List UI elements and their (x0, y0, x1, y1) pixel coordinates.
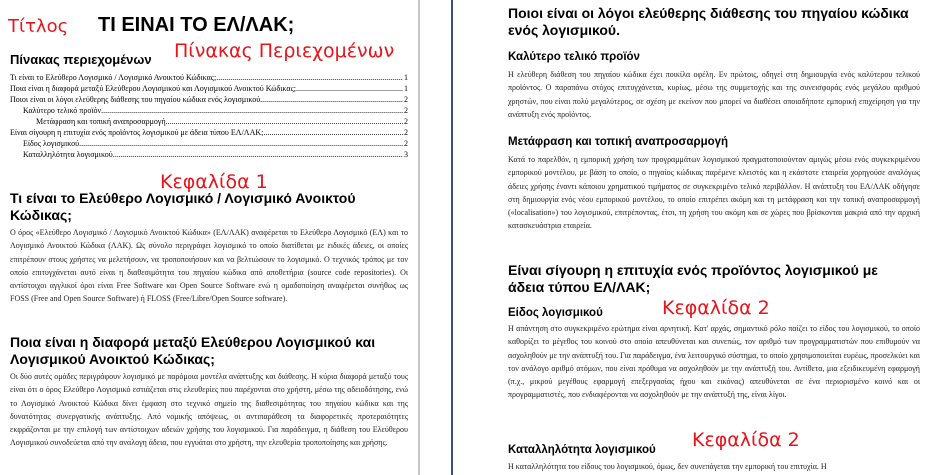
toc-entry[interactable] (10, 149, 408, 160)
toc-entry[interactable] (10, 83, 408, 94)
toc-entry-text: Ποια είναι η διαφορά μεταξύ Ελεύθερου Λογισμικού και Λογισμικού Ανοικτού Κώδικας; (10, 84, 296, 93)
toc-entry-text: Ποιοι είναι οι λόγοι ελεύθερης διάθεσης του πηγαίου κώδικα ενός λογισμικού. (10, 95, 263, 104)
toc-entry[interactable] (10, 72, 408, 83)
toc-entry-text: Μετάφραση και τοπική αναπροσαρμογή (36, 117, 166, 126)
toc-page-number: 2 (404, 117, 408, 126)
subsection-better-product-title: Καλύτερο τελικό προϊόν (508, 51, 640, 63)
subsection-suitability-title: Καταλληλότητα λογισμικού (508, 444, 656, 456)
toc-entry-text: Είδος λογισμικού (23, 139, 80, 148)
page-divider (451, 0, 453, 475)
toc-entry[interactable] (10, 138, 408, 149)
toc-leader-dots (101, 105, 403, 116)
toc-leader-dots (263, 127, 403, 138)
subsection-software-type-title: Είδος λογισμικού (508, 307, 603, 319)
subsection-translation-text: Κατά το παρελθόν, η εμπορική χρήση των προγραμμάτων λογισμικού πραγματοποιούνταν αμιγώς μέσω ενός συγκεκριμένου εμπορικού μοντέλου, με βάση το οποίο, ο πηγαίος κώδικας παρέμενε κλειστός και η εκάστοτε εταιρεία χορηγούσε αναλόγως άδειες χρήσης έναντι κάποιου χρηματικού τιμήματος σε συγκεκριμένο τελικό περιβάλλον. Η ανάπτυξη του ΕΛ/ΛΑΚ οδήγησε στη δημιουργία ενός νέου εμπορικού μοντέλου, το οποίο επιτρέπει ακόμη και τη μετάφραση και την τοπική αναπροσαρμογή («localisation») του λογισμικού, επιτρέποντας, έτσι, τη χρήση του ακόμη και σε χώρες που βρίσκονται μακριά από την αρχική κατασκευάστρια εταιρεία. (508, 155, 920, 231)
heading2-label-annotation-b: Κεφαλίδα 2 (692, 429, 800, 451)
toc-entry[interactable] (10, 105, 408, 116)
toc-label-annotation: Πίνακας Περιεχομένων (174, 40, 395, 62)
table-of-contents (10, 72, 408, 160)
toc-entry[interactable] (10, 94, 408, 105)
toc-entry[interactable] (10, 127, 408, 138)
section3-title: Ποιοι είναι οι λόγοι ελεύθερης διάθεσης του πηγαίου κώδικα ενός λογισμικού. (508, 5, 909, 38)
subsection-translation-title: Μετάφραση και τοπική αναπροσαρμογή (508, 136, 729, 148)
toc-page-number: 2 (404, 106, 408, 115)
title-label-annotation: Τίτλος (8, 16, 69, 37)
toc-leader-dots (216, 72, 403, 83)
heading2-label-annotation-a: Κεφαλίδα 2 (662, 297, 770, 319)
toc-page-number: 1 (404, 73, 408, 82)
page-edge (418, 0, 420, 475)
document-title: ΤΙ ΕΙΝΑΙ ΤΟ ΕΛ/ΛΑΚ; (98, 14, 295, 36)
toc-leader-dots (166, 116, 403, 127)
subsection-software-type-text: Η απάντηση στο συγκεκριμένο ερώτημα είναι αρνητική. Κατ' αρχάς, σημαντικό ρόλο παίζει το είδος του λογισμικού, το οποίο καθορίζει το μέγεθος του κοινού στο οποίο απευθύνεται και συνεπώς, τον αριθμό των προγραμματιστών που επιθυμούν να ασχοληθούν με την ανάπτυξή του. Για παράδειγμα, ένα λειτουργικό σύστημα, το οποίο χρησιμοποιείται ευρέως, προσελκύει και τον ανάλογο αριθμό ατόμων, που είναι πρόθυμα να ασχοληθούν με την ανάπτυξή του. Αντίθετα, μια εξειδικευμένη εφαρμογή (π.χ., μικρού μεγέθους εφαρμογή επεξεργασίας ήχου και εικόνας) απευθύνεται σε ένα περιορισμένο κοινό και οι προγραμματιστές, που ενδιαφέρονται να ασχοληθούν με την ανάπτυξή της, είναι λίγοι. (508, 324, 920, 400)
toc-entry-text: Τι είναι το Ελεύθερο Λογισμικό / Λογισμικό Ανοικτού Κώδικας; (10, 73, 217, 82)
toc-leader-dots (79, 138, 403, 149)
toc-page-number: 2 (404, 139, 408, 148)
heading1-label-annotation: Κεφαλίδα 1 (160, 171, 268, 193)
toc-leader-dots (113, 149, 403, 160)
section2-title: Ποια είναι η διαφορά μεταξύ Ελεύθερου Λογισμικού και Λογισμικού Ανοικτού Κώδικας; (10, 334, 376, 367)
toc-entry-text: Είναι σίγουρη η επιτυχία ενός προϊόντος λογισμικού με άδεια τύπου ΕΛ/ΛΑΚ; (10, 128, 264, 137)
page-gutter (418, 0, 460, 475)
toc-entry[interactable] (10, 116, 408, 127)
toc-entry-text: Καλύτερο τελικό προϊόν (23, 106, 102, 115)
toc-leader-dots (262, 94, 403, 105)
toc-heading: Πίνακας περιεχομένων (10, 52, 152, 67)
left-page (0, 0, 418, 475)
toc-page-number: 1 (404, 84, 408, 93)
toc-page-number: 2 (404, 128, 408, 137)
right-page (460, 0, 926, 475)
subsection-better-product-text: Η ελεύθερη διάθεση του πηγαίου κώδικα έχει ποικίλα οφέλη. Εν πρώτοις, οδηγεί στη δημιουργία ενός καλύτερου τελικού προϊόντος. Ο παραπάνω στόχος επιτυγχάνεται, κυρίως, μέσω της συμμετοχής και της συνεισφοράς ενός μεγάλου αριθμού χρηστών, που είναι πολύ μεγαλύτερος, σε σχέση με εκείνον που μπορεί να διαθέσει οποιαδήποτε εμπορική επιχείρηση για την ανάπτυξη ενός προϊόντος. (508, 70, 920, 119)
section4-title: Είναι σίγουρη η επιτυχία ενός προϊόντος λογισμικού με άδεια τύπου ΕΛ/ΛΑΚ; (508, 262, 878, 295)
section2-text: Οι δύο αυτές ομάδες περιγράφουν λογισμικό με παρόμοια μοντέλα ανάπτυξης και διάθεσης. Η κύρια διαφορά μεταξύ τους είναι ότι ο όρος Ελεύθερο Λογισμικό εστιάζεται στις ελευθερίες που παρέχονται στο χρήστη, μέσω της αδειοδότησης, ενώ το Λογισμικό Ανοικτού Κώδικα δίνει έμφαση στο τεχνικό σημείο της διαθεσιμότητας του πηγαίου κώδικα και της δυνατότητας συνεργατικής ανάπτυξης. Από νομικής απόψεως, οι αντιπαράθεση τα διαφορετικές προτεραιότητες εκφράζονται με την επιλογή των αντίστοιχων αδειών χρήσης του λογισμικού. Για παράδειγμα, η διάθεση του Ελεύθερου Λογισμικού συνοδεύεται από την αναλογη άδεια, που εγγυάται στο χρήστη, την ελευθερία τροποποίησης και χρήσης. (10, 372, 408, 448)
section1-text: Ο όρος «Ελεύθερο Λογισμικό / Λογισμικό Ανοικτού Κώδικα» (ΕΛ/ΛΑΚ) αναφέρεται το Ελεύθερο Λογισμικό (ΕΛ) και το Λογισμικό Ανοικτού Κώδικα (ΛΑΚ). Ως σύνολο περιγράφει λογισμικό το οποίο διατίθεται με ειδικές άδειες, οι οποίες επιτρέπουν στους χρήστες να μελετήσουν, να τροποποιήσουν και να βελτιώσουν το λογισμικό. Ο τεχνικός τρόπος με τον οποίο επιτυγχάνεται αυτό είναι η διαθεσιμότητα του πηγαίου κώδικα από αποθετήρια (source code repositories). Οι αντίστοιχοι αγγλικοί όροι είναι Free Software και Open Source Software ενώ η ομαδοποίηση αναφέρεται συνήθως ως FOSS (Free and Open Source Software) ή FLOSS (Free/Libre/Open Source software). (10, 228, 408, 304)
toc-entry-text: Καταλληλότητα λογισμικού (23, 150, 113, 159)
toc-page-number: 2 (404, 95, 408, 104)
toc-page-number: 3 (404, 150, 408, 159)
subsection-suitability-text: Η καταλληλότητα του είδους του λογισμικού, όμως, δεν συνεπάγεται την εμπορική του επιτυχία. Η (508, 462, 827, 471)
toc-leader-dots (296, 83, 403, 94)
section1-title: Τι είναι το Ελεύθερο Λογισμικό / Λογισμικό Ανοικτού Κώδικας; (10, 190, 356, 223)
